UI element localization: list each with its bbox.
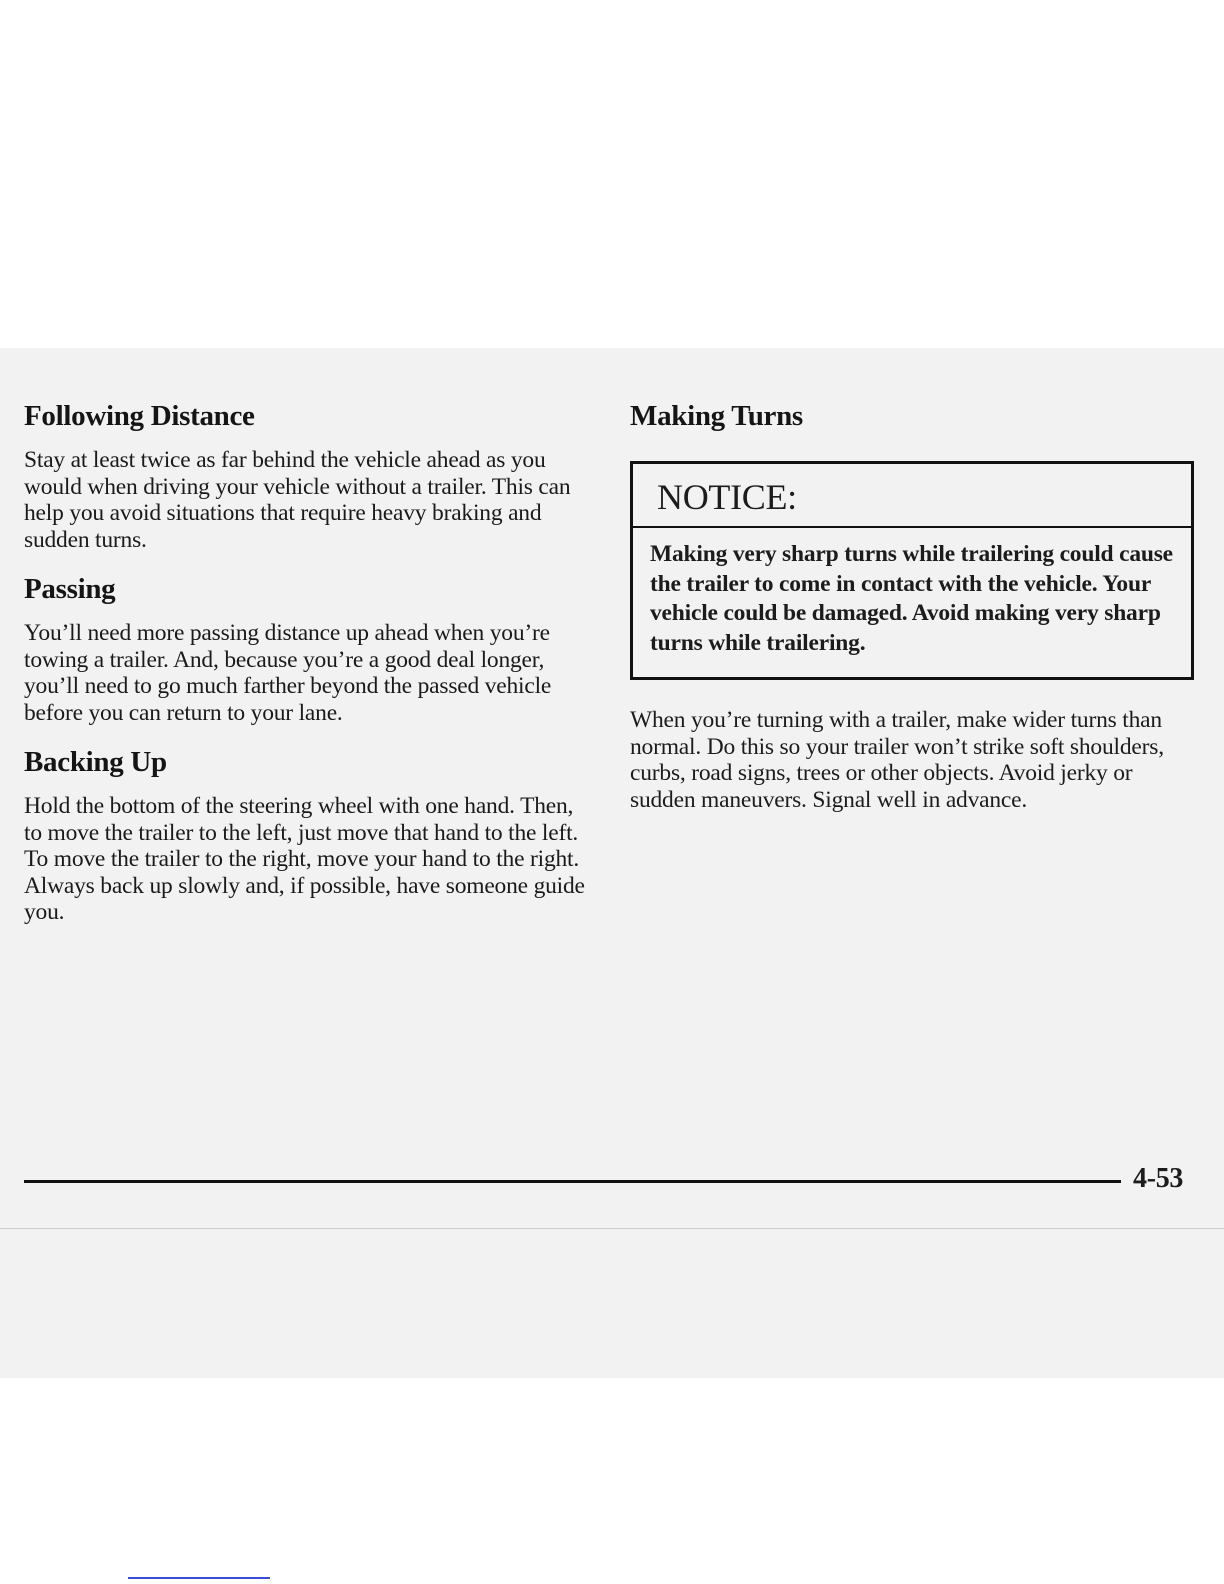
following-distance-text: Stay at least twice as far behind the vehicle ahead as you would when driving your vehicle without a trailer. This can help you avoid situations that require heavy braking and sudden turns. (24, 447, 571, 553)
left-column (24, 400, 589, 946)
backing-up-heading: Backing Up (24, 746, 167, 778)
page-edge-divider (0, 1228, 1224, 1229)
link-underline (128, 1577, 270, 1579)
making-turns-heading: Making Turns (630, 400, 803, 432)
passing-heading: Passing (24, 573, 116, 605)
notice-box (630, 461, 1194, 680)
page-number: 4-53 (1133, 1163, 1184, 1194)
backing-up-text: Hold the bottom of the steering wheel with one hand. Then, to move the trailer to the left, just move that hand to the left. To move the trailer to the right, move your hand to the right. Always back up slowly and, if possible, have someone guide you. (24, 793, 585, 925)
following-distance-heading: Following Distance (24, 400, 255, 432)
making-turns-text: When you’re turning with a trailer, make wider turns than normal. Do this so your trailer won’t strike soft shoulders, curbs, road signs, trees or other objects. Avoid jerky or sudden maneuvers. Signal well in advance. (630, 707, 1164, 813)
notice-text: Making very sharp turns while trailering could cause the trailer to come in contact with the vehicle. Your vehicle could be damaged. Avoid making very sharp turns while trailering. (650, 541, 1173, 656)
notice-title: NOTICE: (633, 464, 1191, 528)
footer-rule (24, 1180, 1121, 1183)
passing-text: You’ll need more passing distance up ahead when you’re towing a trailer. And, because you’re a good deal longer, you’ll need to go much farther beyond the passed vehicle before you can return to your lane. (24, 620, 552, 726)
right-column (630, 400, 1195, 447)
